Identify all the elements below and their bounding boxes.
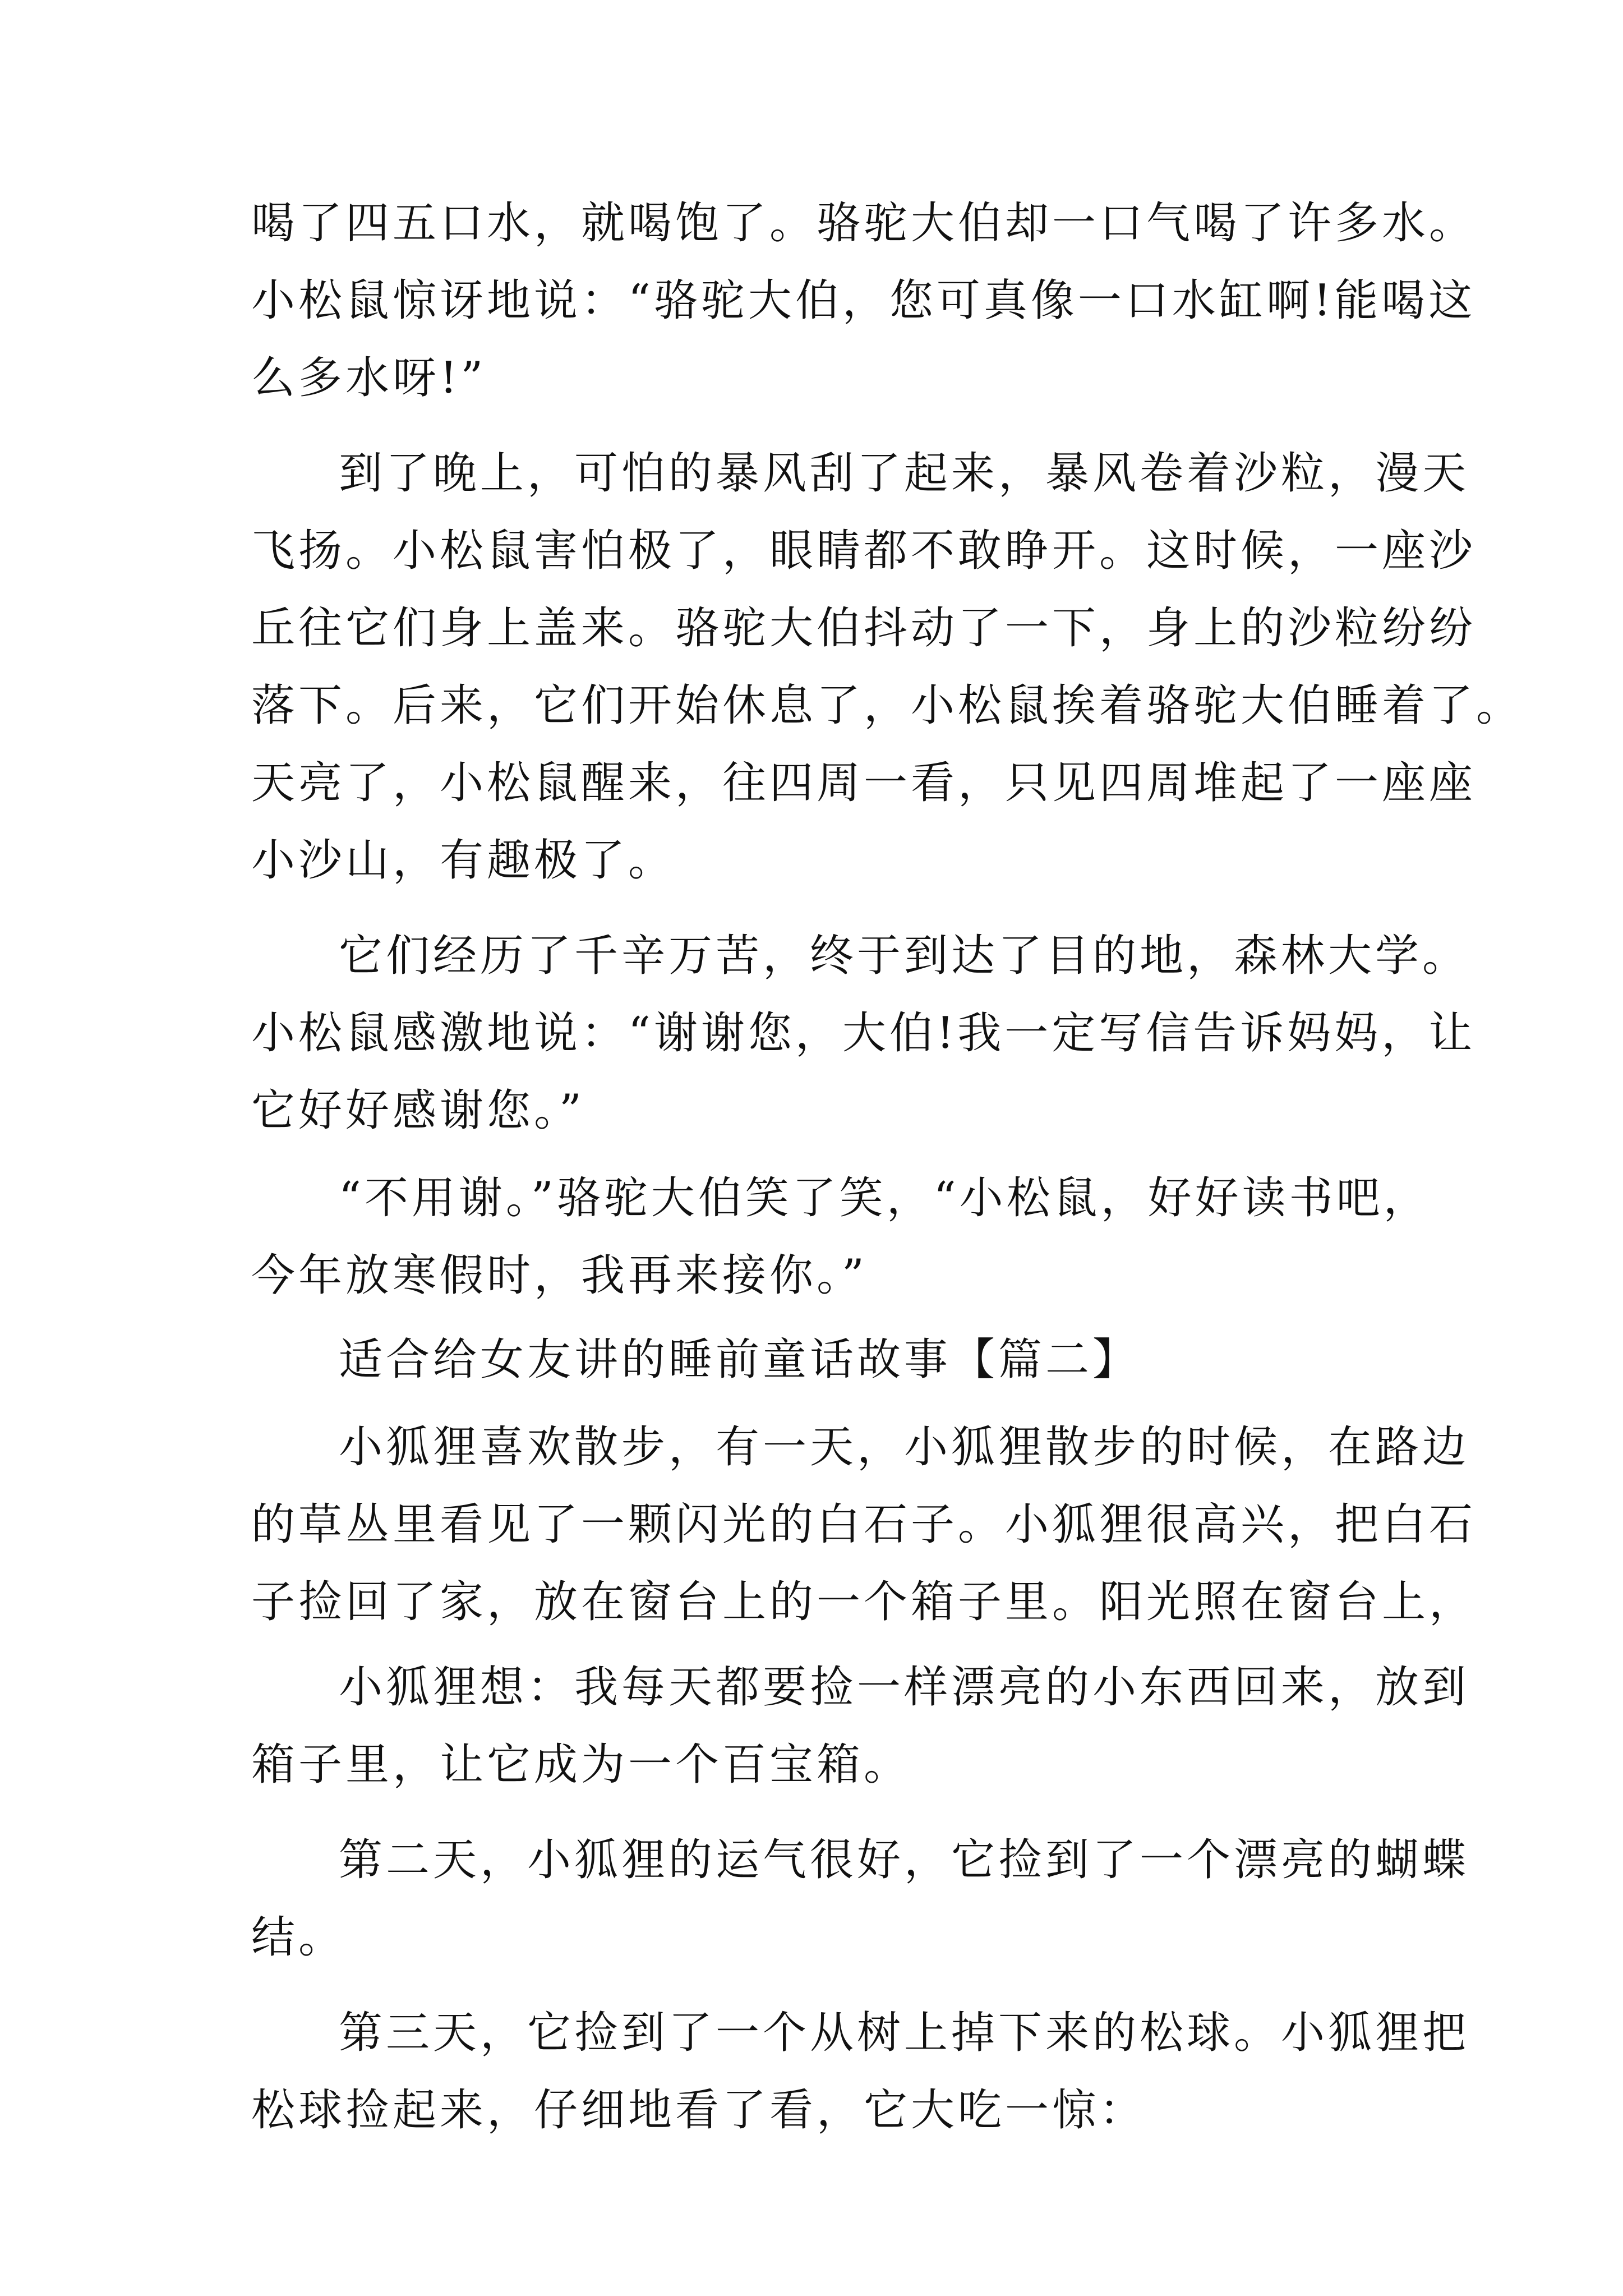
text-line: 箱子里，让它成为一个百宝箱。 (251, 1740, 911, 1790)
text-line: 么多水呀!” (251, 353, 487, 403)
text-line: 到了晚上，可怕的暴风刮了起来，暴风卷着沙粒，漫天 (339, 448, 1470, 499)
text-line: 第三天，它捡到了一个从树上掉下来的松球。小狐狸把 (339, 2008, 1470, 2058)
text-line: 第二天，小狐狸的运气很好，它捡到了一个漂亮的蝴蝶 (339, 1835, 1470, 1885)
text-line: 它好好感谢您。” (251, 1085, 585, 1136)
text-line: “不用谢。”骆驼大伯笑了笑，“小松鼠，好好读书吧， (339, 1173, 1431, 1223)
section-heading: 适合给女友讲的睡前童话故事【篇二】 (339, 1335, 1140, 1385)
text-line: 小松鼠惊讶地说：“骆驼大伯，您可真像一口水缸啊!能喝这 (251, 275, 1476, 326)
text-line: 结。 (251, 1912, 346, 1963)
text-line: 丘往它们身上盖来。骆驼大伯抖动了一下，身上的沙粒纷纷 (251, 603, 1477, 654)
text-line: 松球捡起来，仔细地看了看，它大吃一惊： (251, 2085, 1147, 2136)
text-line: 小狐狸喜欢散步，有一天，小狐狸散步的时候，在路边 (339, 1422, 1470, 1473)
text-line: 天亮了，小松鼠醒来，往四周一看，只见四周堆起了一座座 (251, 758, 1477, 808)
text-line: 的草丛里看见了一颗闪光的白石子。小狐狸很高兴，把白石 (251, 1499, 1477, 1550)
text-line: 今年放寒假时，我再来接你。” (251, 1250, 868, 1301)
text-line: 子捡回了家，放在窗台上的一个箱子里。阳光照在窗台上， (251, 1577, 1477, 1627)
text-line: 落下。后来，它们开始休息了，小松鼠挨着骆驼大伯睡着了。 (251, 680, 1524, 731)
text-line: 喝了四五口水，就喝饱了。骆驼大伯却一口气喝了许多水。 (251, 198, 1477, 249)
text-line: 它们经历了千辛万苦，终于到达了目的地，森林大学。 (339, 931, 1470, 981)
text-line: 飞扬。小松鼠害怕极了，眼睛都不敢睁开。这时候，一座沙 (251, 526, 1477, 576)
text-line: 小沙山，有趣极了。 (251, 835, 676, 886)
text-line: 小狐狸想：我每天都要捡一样漂亮的小东西回来，放到 (339, 1662, 1470, 1713)
text-line: 小松鼠感激地说：“谢谢您，大伯!我一定写信告诉妈妈，让 (251, 1008, 1476, 1059)
